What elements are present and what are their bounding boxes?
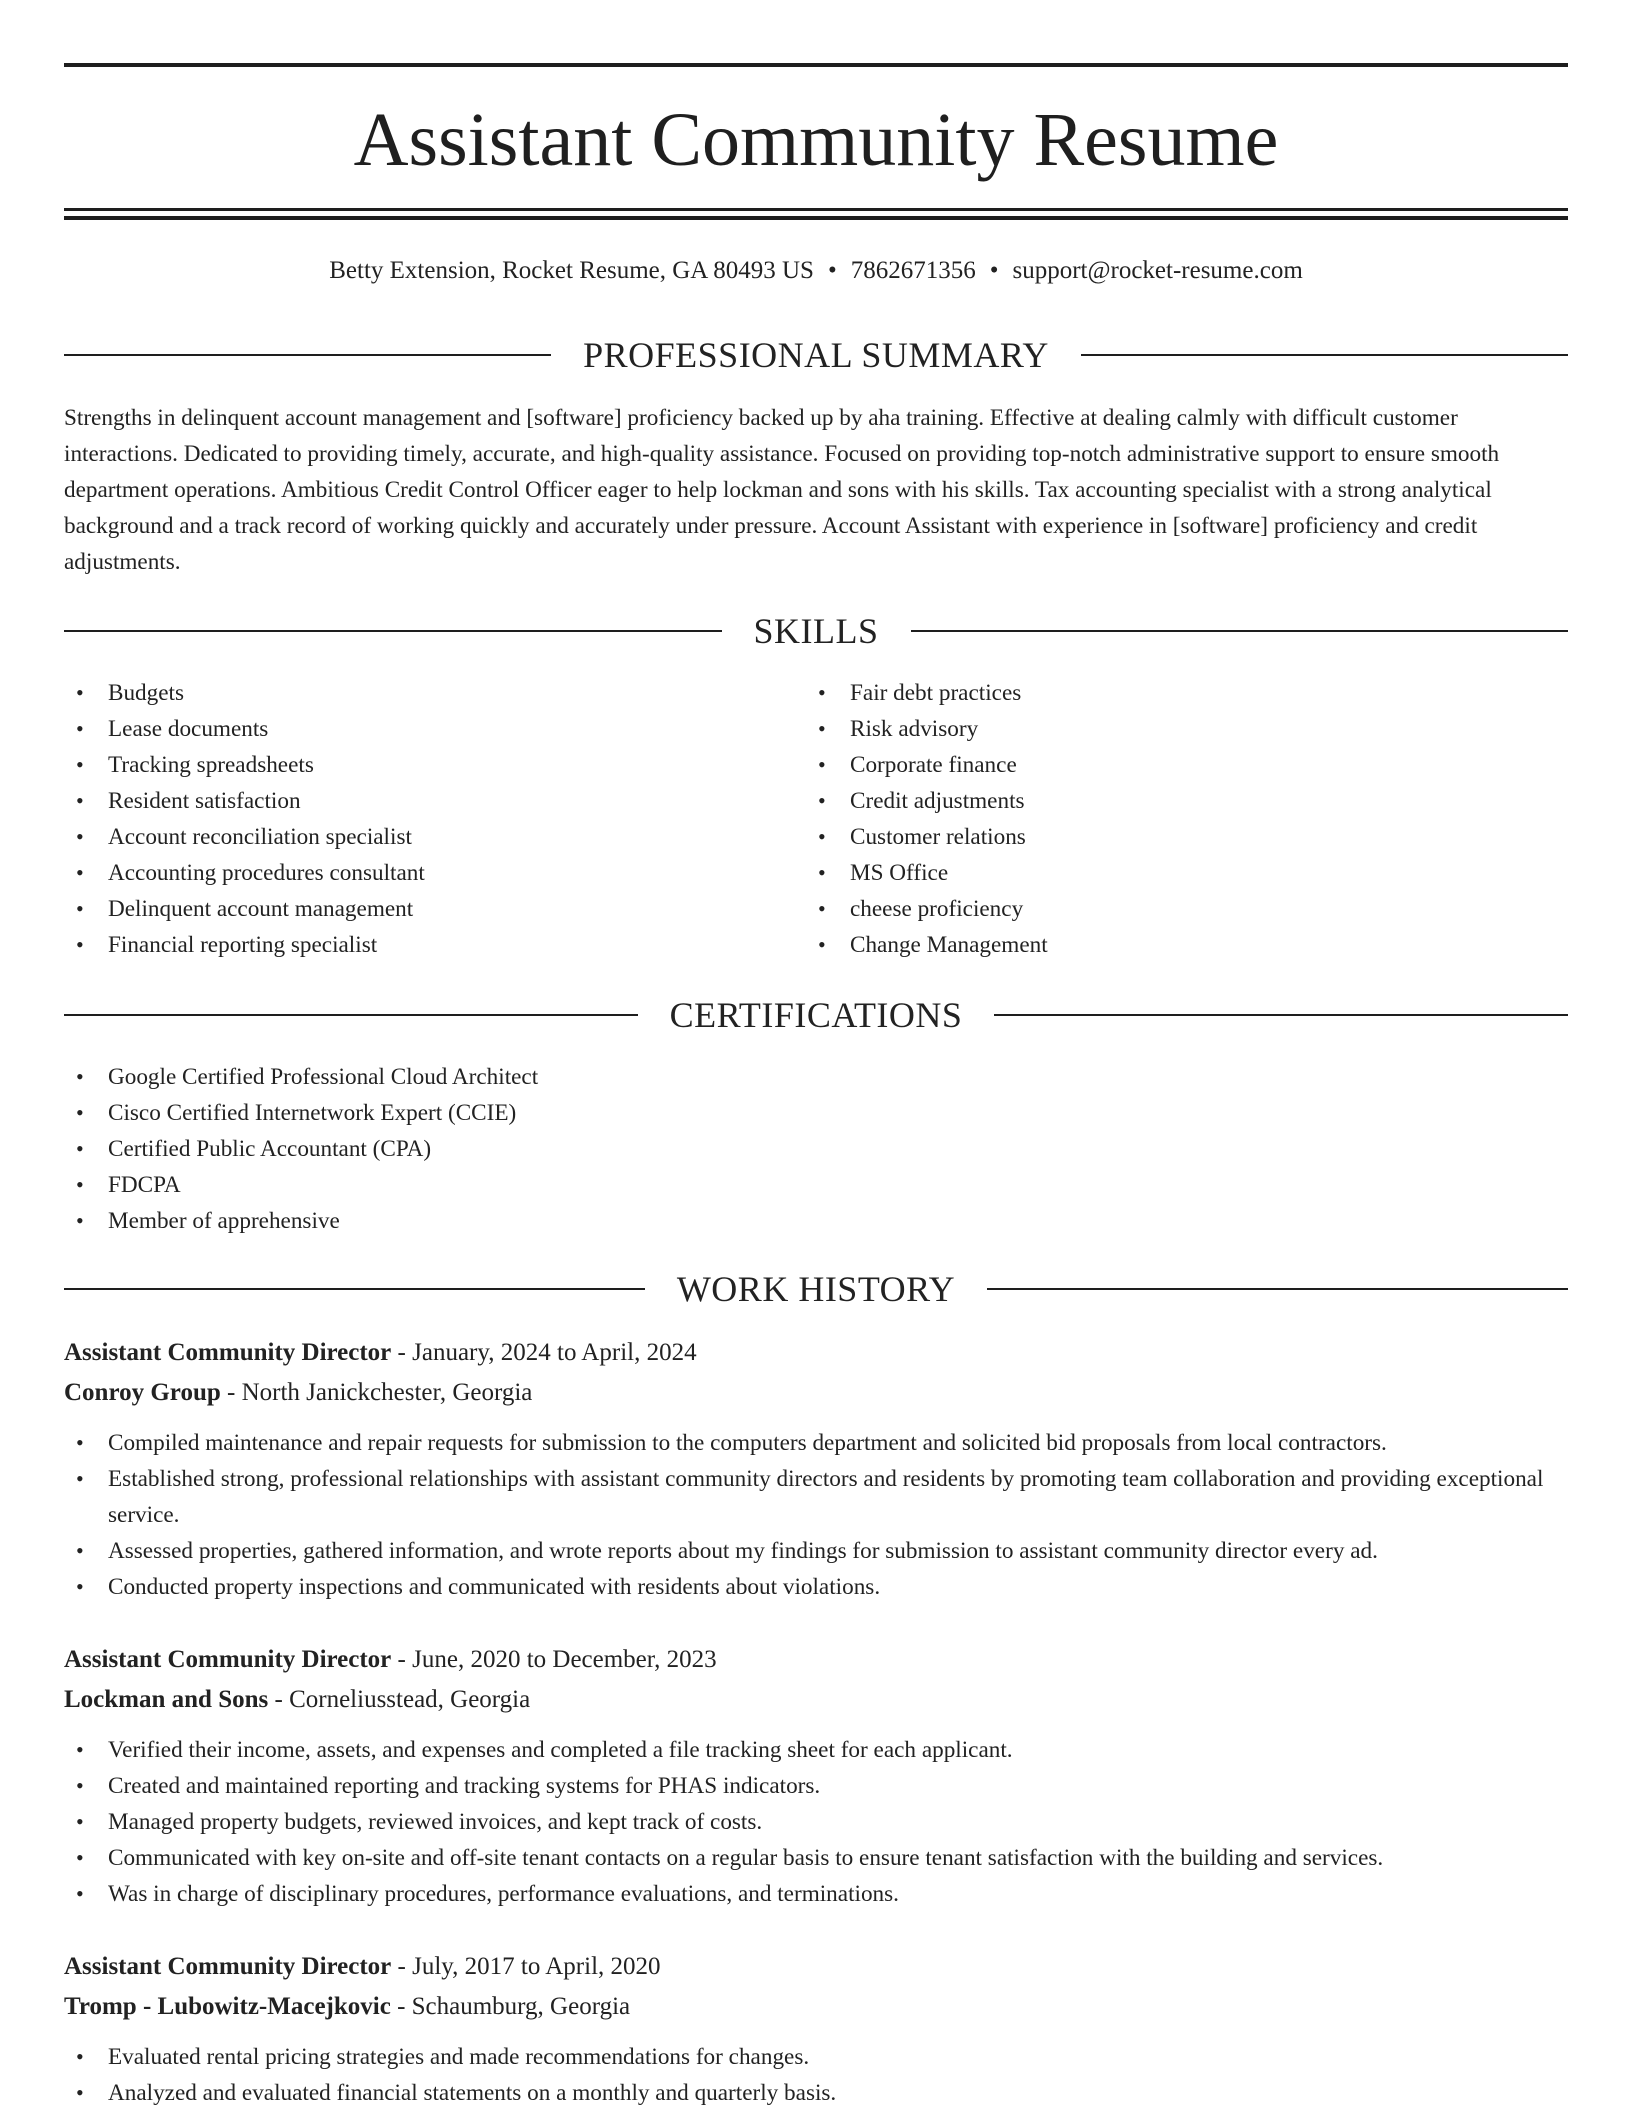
- section-rule: [64, 630, 722, 632]
- job-title: Assistant Community Director: [64, 1646, 392, 1673]
- job-company-line: [64, 1680, 1568, 1720]
- job-company-line: [64, 1373, 1568, 1413]
- job-title-line: [64, 1947, 1568, 1987]
- skill-item: • Resident satisfaction: [64, 783, 804, 819]
- skill-item: • Financial reporting specialist: [64, 927, 804, 963]
- job-location: - North Janickchester, Georgia: [220, 1379, 533, 1406]
- job-bullet: • Created and maintained reporting and tracking systems for PHAS indicators.: [64, 1768, 1568, 1804]
- skills-list-right: [806, 675, 1546, 963]
- certification-item: • Member of apprehensive: [64, 1203, 1064, 1239]
- certification-item: • Certified Public Accountant (CPA): [64, 1131, 1064, 1167]
- job-dates: - June, 2020 to December, 2023: [391, 1646, 717, 1673]
- section-rule: [64, 1288, 645, 1290]
- job-title-line: [64, 1640, 1568, 1680]
- job-location: - Schaumburg, Georgia: [390, 1993, 631, 2020]
- skill-item: • Account reconciliation specialist: [64, 819, 804, 855]
- section-header-certifications: [64, 993, 1568, 1037]
- section-title: CERTIFICATIONS: [669, 995, 963, 1035]
- job-title: Assistant Community Director: [64, 1953, 392, 1980]
- job-entry: [64, 1333, 1568, 1605]
- contact-email: support@rocket-resume.com: [1012, 257, 1303, 284]
- certification-item: • Cisco Certified Internetwork Expert (CCIE): [64, 1095, 1064, 1131]
- certifications-list: [64, 1059, 1064, 1239]
- resume-title: Assistant Community Resume: [353, 98, 1279, 182]
- section-title: SKILLS: [753, 611, 879, 651]
- job-bullet: • Established strong, professional relationships with assistant community directors and residents by promoting team collaboration and providing exceptional service.: [64, 1461, 1568, 1533]
- job-company: Lockman and Sons: [64, 1686, 269, 1713]
- skill-item: • Corporate finance: [806, 747, 1546, 783]
- job-entry: [64, 1947, 1568, 2111]
- section-rule: [911, 630, 1569, 632]
- job-company-line: [64, 1987, 1568, 2027]
- top-divider: [64, 63, 1568, 67]
- job-dates: - July, 2017 to April, 2020: [391, 1953, 661, 1980]
- job-bullet: • Analyzed and evaluated financial statements on a monthly and quarterly basis.: [64, 2075, 1568, 2111]
- contact-address: Betty Extension, Rocket Resume, GA 80493 US: [329, 257, 814, 284]
- contact-separator: •: [827, 257, 837, 284]
- section-header-skills: [64, 609, 1568, 653]
- section-header-summary: [64, 333, 1568, 377]
- section-rule: [987, 1288, 1568, 1290]
- skill-item: • Tracking spreadsheets: [64, 747, 804, 783]
- job-title-line: [64, 1333, 1568, 1373]
- section-title: PROFESSIONAL SUMMARY: [583, 335, 1049, 375]
- job-entry: [64, 1640, 1568, 1912]
- job-bullet: • Was in charge of disciplinary procedures, performance evaluations, and terminations.: [64, 1876, 1568, 1912]
- job-bullet: • Evaluated rental pricing strategies and made recommendations for changes.: [64, 2039, 1568, 2075]
- job-location: - Corneliusstead, Georgia: [268, 1686, 531, 1713]
- skill-item: • Accounting procedures consultant: [64, 855, 804, 891]
- job-title: Assistant Community Director: [64, 1339, 392, 1366]
- section-rule: [64, 1014, 638, 1016]
- job-bullet: • Assessed properties, gathered information, and wrote reports about my findings for submission to assistant community director every ad.: [64, 1533, 1568, 1569]
- skills-list-left: [64, 675, 804, 963]
- certification-item: • Google Certified Professional Cloud Architect: [64, 1059, 1064, 1095]
- contact-phone: 7862671356: [850, 257, 976, 284]
- contact-separator: •: [989, 257, 999, 284]
- job-bullets: [64, 1425, 1568, 1605]
- section-rule: [994, 1014, 1568, 1016]
- job-bullets: [64, 1732, 1568, 1912]
- title-divider-lower: [64, 216, 1568, 220]
- section-title: WORK HISTORY: [676, 1269, 956, 1309]
- job-bullet: • Conducted property inspections and communicated with residents about violations.: [64, 1569, 1568, 1605]
- skill-item: • MS Office: [806, 855, 1546, 891]
- job-company: Conroy Group: [64, 1379, 221, 1406]
- skill-item: • Fair debt practices: [806, 675, 1546, 711]
- skill-item: • Change Management: [806, 927, 1546, 963]
- section-rule: [1081, 354, 1568, 356]
- contact-line: [64, 254, 1568, 288]
- skill-item: • Customer relations: [806, 819, 1546, 855]
- job-bullet: • Verified their income, assets, and expenses and completed a file tracking sheet for each applicant.: [64, 1732, 1568, 1768]
- job-company: Tromp - Lubowitz-Macejkovic: [64, 1993, 391, 2020]
- certification-item: • FDCPA: [64, 1167, 1064, 1203]
- job-bullet: • Communicated with key on-site and off-site tenant contacts on a regular basis to ensure tenant satisfaction with the building and services.: [64, 1840, 1568, 1876]
- skill-item: • Budgets: [64, 675, 804, 711]
- job-bullets: [64, 2039, 1568, 2111]
- job-dates: - January, 2024 to April, 2024: [391, 1339, 697, 1366]
- skill-item: • Credit adjustments: [806, 783, 1546, 819]
- skill-item: • Delinquent account management: [64, 891, 804, 927]
- section-header-work-history: [64, 1267, 1568, 1311]
- skill-item: • Lease documents: [64, 711, 804, 747]
- job-bullet: • Managed property budgets, reviewed invoices, and kept track of costs.: [64, 1804, 1568, 1840]
- section-rule: [64, 354, 551, 356]
- summary-paragraph: Strengths in delinquent account management and [software] proficiency backed up by aha training. Effective at dealing calmly with difficult customer interactions. Dedicated to providing timely, accurate, and high-quality assistance. Focused on providing top-notch administrative support to ensure smooth department operations. Ambitious Credit Control Officer eager to help lockman and sons with his skills. Tax accounting specialist with a strong analytical background and a track record of working quickly and accurately under pressure. Account Assistant with experience in [software] proficiency and credit adjustments.: [64, 405, 1500, 575]
- job-bullet: • Compiled maintenance and repair requests for submission to the computers department and solicited bid proposals from local contractors.: [64, 1425, 1568, 1461]
- skill-item: • cheese proficiency: [806, 891, 1546, 927]
- skill-item: • Risk advisory: [806, 711, 1546, 747]
- title-divider-upper: [64, 208, 1568, 211]
